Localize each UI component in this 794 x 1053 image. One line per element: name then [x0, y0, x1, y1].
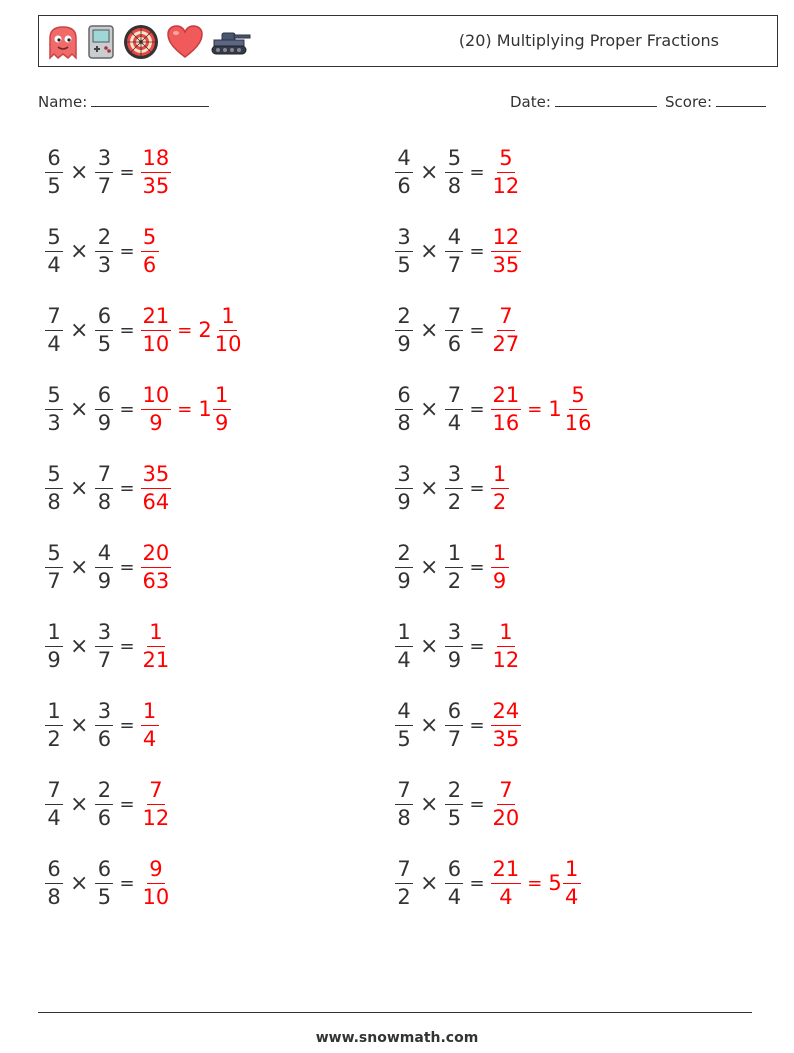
numerator: 5 [497, 148, 515, 173]
factor-b [445, 461, 463, 514]
equals-sign: = [119, 635, 135, 657]
numerator: 3 [445, 622, 463, 647]
denominator: 8 [47, 884, 61, 909]
numerator: 5 [45, 543, 63, 568]
denominator: 16 [564, 410, 592, 435]
times-sign: × [70, 633, 89, 659]
problem-item [45, 694, 159, 756]
answer [141, 145, 172, 198]
answer [491, 698, 522, 751]
denominator: 3 [47, 410, 61, 435]
numerator: 7 [395, 780, 413, 805]
answer-fraction [491, 145, 522, 198]
numerator: 6 [95, 859, 113, 884]
numerator: 2 [395, 306, 413, 331]
denominator: 20 [492, 805, 520, 830]
denominator: 3 [97, 252, 112, 277]
numerator: 35 [141, 464, 172, 489]
denominator: 9 [215, 410, 229, 435]
heart-icon [166, 24, 204, 60]
footer-url: www.snowmath.com [315, 1030, 479, 1046]
numerator: 10 [141, 385, 172, 410]
numerator: 9 [147, 859, 165, 884]
times-sign: × [70, 396, 89, 422]
factor-b [95, 224, 113, 277]
problem-item [395, 694, 521, 756]
times-sign: × [70, 554, 89, 580]
denominator: 6 [142, 252, 157, 277]
factor-a [45, 461, 63, 514]
answer-fraction [491, 777, 522, 830]
equals-sign: = [527, 872, 543, 894]
denominator: 10 [214, 331, 242, 356]
numerator: 12 [491, 227, 522, 252]
denominator: 2 [447, 568, 462, 593]
answer-fraction [491, 856, 522, 909]
numerator: 5 [45, 385, 63, 410]
numerator: 2 [395, 543, 413, 568]
numerator: 4 [95, 543, 113, 568]
problem-item [395, 220, 521, 282]
numerator: 5 [569, 385, 587, 410]
worksheet-header [38, 15, 778, 67]
answer-fraction [491, 224, 522, 277]
answer-fraction [491, 382, 522, 435]
numerator: 3 [95, 148, 113, 173]
factor-a [395, 619, 413, 672]
factor-b [95, 303, 113, 356]
times-sign: × [70, 712, 89, 738]
numerator: 1 [491, 464, 509, 489]
denominator: 5 [447, 805, 462, 830]
answer [141, 224, 159, 277]
problem-item [395, 141, 521, 203]
problem-item [45, 141, 171, 203]
answer [141, 303, 244, 356]
denominator: 8 [47, 489, 61, 514]
answer-fraction [141, 145, 172, 198]
denominator: 4 [47, 331, 61, 356]
factor-b [95, 856, 113, 909]
denominator: 9 [47, 647, 61, 672]
equals-sign: = [469, 793, 485, 815]
problem-item [395, 378, 593, 440]
denominator: 9 [397, 331, 411, 356]
denominator: 2 [397, 884, 411, 909]
equals-sign: = [469, 161, 485, 183]
numerator: 6 [95, 306, 113, 331]
mixed-fraction [213, 303, 244, 356]
answer-fraction [491, 540, 509, 593]
equals-sign: = [469, 477, 485, 499]
mixed-fraction [563, 382, 594, 435]
numerator: 6 [95, 385, 113, 410]
answer [491, 619, 522, 672]
denominator: 9 [149, 410, 163, 435]
factor-b [445, 382, 463, 435]
factor-b [95, 461, 113, 514]
numerator: 7 [147, 780, 165, 805]
factor-a [45, 856, 63, 909]
numerator: 1 [395, 622, 413, 647]
answer-fraction [491, 698, 522, 751]
answer-fraction [141, 777, 172, 830]
answer-fraction [491, 619, 522, 672]
footer-divider [38, 1012, 752, 1013]
answer [141, 382, 231, 435]
factor-a [45, 382, 63, 435]
factor-b [95, 382, 113, 435]
denominator: 5 [97, 331, 112, 356]
problem-item [45, 615, 171, 677]
denominator: 5 [397, 726, 411, 751]
numerator: 18 [141, 148, 172, 173]
answer [141, 619, 172, 672]
numerator: 4 [395, 701, 413, 726]
numerator: 1 [147, 622, 165, 647]
denominator: 6 [447, 331, 462, 356]
denominator: 21 [142, 647, 170, 672]
score-line[interactable] [716, 92, 766, 107]
score-field [665, 92, 766, 111]
mixed-fraction [213, 382, 231, 435]
denominator: 5 [47, 173, 61, 198]
answer [491, 145, 522, 198]
denominator: 9 [97, 410, 112, 435]
answer-fraction [491, 303, 522, 356]
times-sign: × [420, 712, 439, 738]
denominator: 9 [447, 647, 462, 672]
numerator: 1 [45, 622, 63, 647]
denominator: 6 [397, 173, 411, 198]
mixed-whole: 1 [548, 397, 562, 421]
factor-b [445, 224, 463, 277]
answer [491, 224, 522, 277]
equals-sign: = [119, 714, 135, 736]
times-sign: × [420, 475, 439, 501]
denominator: 9 [97, 568, 112, 593]
answer [141, 777, 172, 830]
denominator: 35 [492, 252, 520, 277]
factor-b [95, 619, 113, 672]
factor-a [45, 777, 63, 830]
denominator: 12 [492, 173, 520, 198]
denominator: 8 [447, 173, 462, 198]
name-field [38, 92, 209, 111]
date-field [510, 92, 657, 111]
problem-item [395, 615, 521, 677]
ghost-icon [46, 24, 80, 60]
factor-a [395, 540, 413, 593]
equals-sign: = [469, 635, 485, 657]
numerator: 1 [563, 859, 581, 884]
numerator: 1 [213, 385, 231, 410]
answer [491, 461, 509, 514]
denominator: 4 [397, 647, 411, 672]
denominator: 4 [47, 805, 61, 830]
equals-sign: = [469, 398, 485, 420]
numerator: 7 [45, 306, 63, 331]
equals-sign: = [469, 319, 485, 341]
denominator: 7 [447, 726, 462, 751]
numerator: 24 [491, 701, 522, 726]
denominator: 63 [142, 568, 170, 593]
numerator: 2 [95, 780, 113, 805]
factor-a [395, 461, 413, 514]
denominator: 9 [492, 568, 507, 593]
equals-sign: = [469, 556, 485, 578]
times-sign: × [420, 159, 439, 185]
factor-b [445, 856, 463, 909]
denominator: 9 [397, 489, 411, 514]
factor-a [45, 145, 63, 198]
problem-item [395, 773, 521, 835]
answer [491, 856, 581, 909]
factor-b [445, 540, 463, 593]
times-sign: × [420, 238, 439, 264]
factor-a [45, 303, 63, 356]
problem-item [45, 773, 171, 835]
problem-item [395, 852, 581, 914]
equals-sign: = [177, 319, 193, 341]
answer-fraction [141, 619, 172, 672]
answer [141, 461, 172, 514]
numerator: 6 [45, 859, 63, 884]
numerator: 6 [445, 701, 463, 726]
equals-sign: = [119, 872, 135, 894]
denominator: 4 [47, 252, 61, 277]
factor-b [95, 145, 113, 198]
answer [141, 698, 159, 751]
numerator: 1 [445, 543, 463, 568]
times-sign: × [420, 317, 439, 343]
factor-b [95, 698, 113, 751]
numerator: 1 [45, 701, 63, 726]
denominator: 4 [565, 884, 579, 909]
factor-a [395, 777, 413, 830]
factor-a [395, 303, 413, 356]
numerator: 6 [45, 148, 63, 173]
answer [141, 540, 172, 593]
numerator: 21 [141, 306, 172, 331]
times-sign: × [420, 633, 439, 659]
numerator: 5 [141, 227, 159, 252]
denominator: 35 [492, 726, 520, 751]
factor-b [445, 777, 463, 830]
numerator: 7 [45, 780, 63, 805]
factor-b [95, 540, 113, 593]
problem-item [395, 299, 521, 361]
denominator: 4 [499, 884, 513, 909]
denominator: 8 [397, 410, 411, 435]
numerator: 20 [141, 543, 172, 568]
problem-item [45, 852, 171, 914]
answer-fraction [141, 382, 172, 435]
denominator: 27 [492, 331, 520, 356]
numerator: 1 [219, 306, 237, 331]
times-sign: × [70, 159, 89, 185]
numerator: 5 [45, 464, 63, 489]
date-line[interactable] [555, 92, 657, 107]
answer [491, 382, 594, 435]
answer-fraction [141, 856, 172, 909]
denominator: 35 [142, 173, 170, 198]
denominator: 2 [47, 726, 61, 751]
factor-a [395, 698, 413, 751]
denominator: 7 [97, 647, 112, 672]
numerator: 3 [395, 464, 413, 489]
factor-b [95, 777, 113, 830]
answer-fraction [141, 461, 172, 514]
times-sign: × [420, 396, 439, 422]
denominator: 7 [447, 252, 462, 277]
numerator: 2 [445, 780, 463, 805]
header-icons [46, 22, 252, 62]
factor-a [45, 224, 63, 277]
times-sign: × [70, 791, 89, 817]
numerator: 1 [141, 701, 159, 726]
numerator: 4 [445, 227, 463, 252]
denominator: 12 [492, 647, 520, 672]
numerator: 3 [395, 227, 413, 252]
numerator: 21 [491, 859, 522, 884]
denominator: 7 [47, 568, 61, 593]
denominator: 10 [142, 331, 170, 356]
equals-sign: = [119, 240, 135, 262]
denominator: 5 [397, 252, 411, 277]
problem-item [45, 299, 243, 361]
denominator: 2 [447, 489, 462, 514]
answer-fraction [141, 540, 172, 593]
factor-a [395, 224, 413, 277]
equals-sign: = [469, 872, 485, 894]
numerator: 3 [95, 622, 113, 647]
factor-a [395, 382, 413, 435]
score-label: Score: [665, 93, 713, 111]
equals-sign: = [527, 398, 543, 420]
problem-item [45, 536, 171, 598]
answer-fraction [141, 303, 172, 356]
denominator: 2 [492, 489, 507, 514]
denominator: 6 [97, 726, 112, 751]
worksheet-title: (20) Multiplying Proper Fractions [458, 31, 719, 50]
numerator: 7 [497, 306, 515, 331]
dartboard-icon [122, 23, 160, 61]
denominator: 8 [397, 805, 411, 830]
answer [491, 540, 509, 593]
equals-sign: = [177, 398, 193, 420]
times-sign: × [70, 870, 89, 896]
tank-icon [210, 27, 252, 57]
problem-item [45, 220, 159, 282]
equals-sign: = [119, 556, 135, 578]
equals-sign: = [119, 793, 135, 815]
numerator: 4 [395, 148, 413, 173]
numerator: 7 [445, 385, 463, 410]
times-sign: × [70, 238, 89, 264]
equals-sign: = [119, 477, 135, 499]
equals-sign: = [469, 240, 485, 262]
denominator: 4 [447, 884, 462, 909]
times-sign: × [70, 475, 89, 501]
denominator: 10 [142, 884, 170, 909]
denominator: 8 [97, 489, 112, 514]
numerator: 5 [445, 148, 463, 173]
factor-b [445, 303, 463, 356]
answer-fraction [141, 224, 159, 277]
denominator: 5 [97, 884, 112, 909]
denominator: 9 [397, 568, 411, 593]
numerator: 3 [445, 464, 463, 489]
answer [141, 856, 172, 909]
problem-item [395, 457, 509, 519]
numerator: 6 [395, 385, 413, 410]
date-label: Date: [510, 93, 551, 111]
denominator: 4 [447, 410, 462, 435]
numerator: 7 [95, 464, 113, 489]
equals-sign: = [119, 398, 135, 420]
times-sign: × [70, 317, 89, 343]
equals-sign: = [469, 714, 485, 736]
problem-item [395, 536, 509, 598]
numerator: 3 [95, 701, 113, 726]
equals-sign: = [119, 319, 135, 341]
answer [491, 777, 522, 830]
times-sign: × [420, 791, 439, 817]
gameboy-icon [86, 24, 116, 60]
mixed-whole: 2 [198, 318, 212, 342]
numerator: 5 [45, 227, 63, 252]
numerator: 21 [491, 385, 522, 410]
name-line[interactable] [91, 92, 209, 107]
problem-item [45, 378, 231, 440]
numerator: 6 [445, 859, 463, 884]
numerator: 1 [491, 543, 509, 568]
denominator: 12 [142, 805, 170, 830]
factor-a [395, 145, 413, 198]
numerator: 1 [497, 622, 515, 647]
numerator: 7 [395, 859, 413, 884]
factor-a [395, 856, 413, 909]
factor-b [445, 145, 463, 198]
factor-b [445, 619, 463, 672]
answer [491, 303, 522, 356]
name-label: Name: [38, 93, 88, 111]
mixed-fraction [563, 856, 581, 909]
numerator: 7 [445, 306, 463, 331]
factor-a [45, 698, 63, 751]
denominator: 4 [142, 726, 157, 751]
denominator: 7 [97, 173, 112, 198]
factor-b [445, 698, 463, 751]
factor-a [45, 619, 63, 672]
numerator: 2 [95, 227, 113, 252]
times-sign: × [420, 554, 439, 580]
numerator: 7 [497, 780, 515, 805]
denominator: 6 [97, 805, 112, 830]
times-sign: × [420, 870, 439, 896]
mixed-whole: 5 [548, 871, 562, 895]
factor-a [45, 540, 63, 593]
mixed-whole: 1 [198, 397, 212, 421]
denominator: 16 [492, 410, 520, 435]
problem-item [45, 457, 171, 519]
equals-sign: = [119, 161, 135, 183]
answer-fraction [141, 698, 159, 751]
answer-fraction [491, 461, 509, 514]
denominator: 64 [142, 489, 170, 514]
